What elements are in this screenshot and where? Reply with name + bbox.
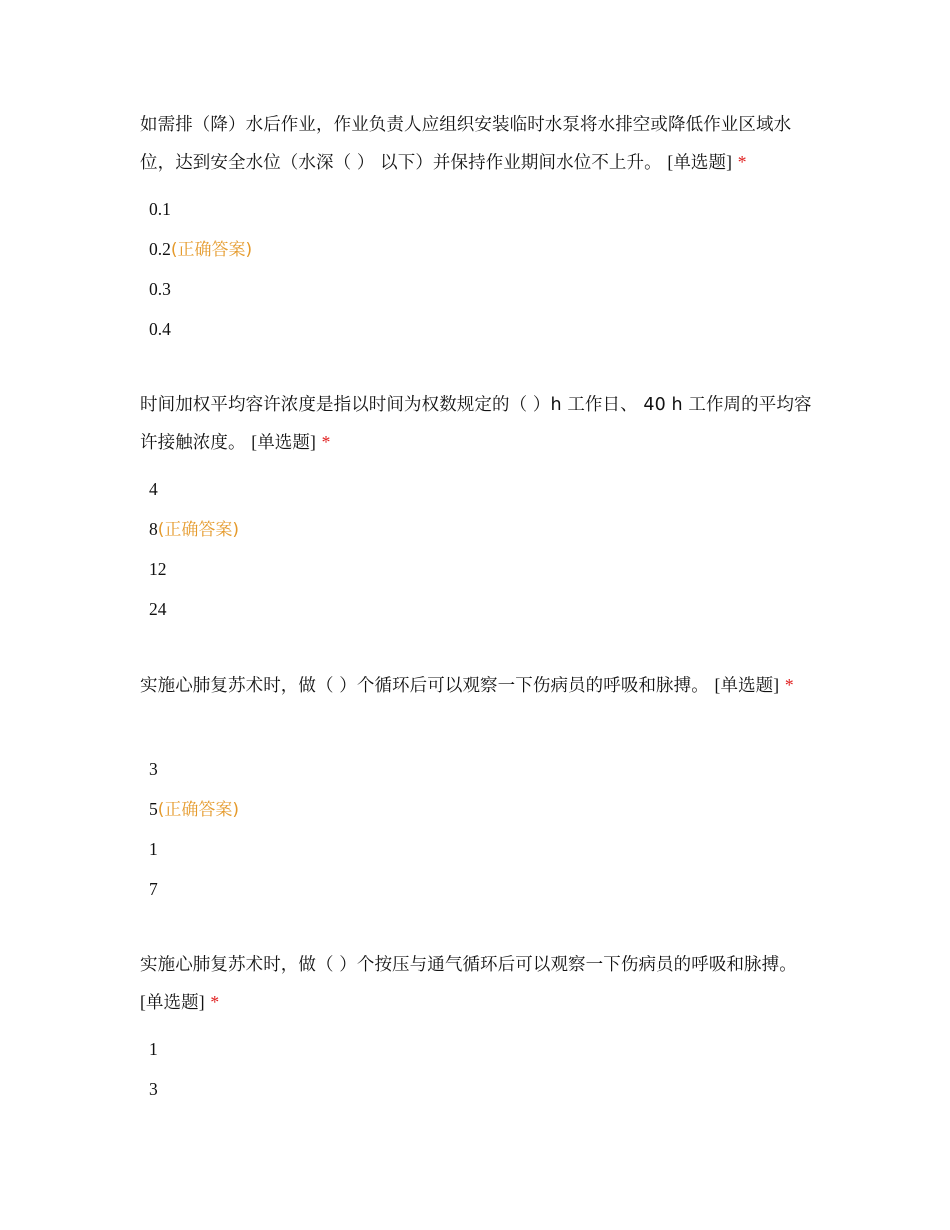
question-3-required-mark: * — [784, 675, 794, 695]
option-label: 4 — [149, 479, 158, 499]
question-1-type-tag: [单选题] — [667, 152, 733, 172]
question-2-option-3[interactable] — [149, 557, 167, 581]
option-label: 1 — [149, 839, 158, 859]
question-3 — [140, 667, 820, 705]
question-1-required-mark: * — [737, 152, 747, 172]
option-label: 0.4 — [149, 319, 171, 339]
question-2-type-tag: [单选题] — [251, 432, 316, 452]
option-label: 12 — [149, 559, 167, 579]
question-2-text: 时间加权平均容许浓度是指以时间为权数规定的（ ）h 工作日、 40 h 工作周的平均容许接触浓度。 — [140, 395, 812, 453]
question-1-text-line — [140, 107, 820, 182]
question-3-option-4[interactable] — [149, 877, 158, 901]
option-label: 8 — [149, 519, 158, 539]
question-3-option-3[interactable] — [149, 837, 158, 861]
option-label: 0.2 — [149, 239, 171, 259]
question-2 — [140, 387, 820, 462]
question-2-required-mark: * — [321, 432, 331, 452]
question-2-option-1[interactable] — [149, 477, 158, 501]
question-1 — [140, 107, 820, 182]
question-4-text-line — [140, 947, 820, 1022]
question-4 — [140, 947, 820, 1022]
question-1-option-4[interactable] — [149, 317, 171, 341]
option-label: 7 — [149, 879, 158, 899]
question-2-option-2[interactable] — [149, 517, 239, 541]
option-label: 1 — [149, 1039, 158, 1059]
question-3-text: 实施心肺复苏术时，做（ ）个循环后可以观察一下伤病员的呼吸和脉搏。 — [140, 676, 709, 696]
question-3-option-1[interactable] — [149, 757, 158, 781]
question-1-text: 如需排（降）水后作业，作业负责人应组织安装临时水泵将水排空或降低作业区域水位，达到安全水位（水深（ ） 以下）并保持作业期间水位不上升。 — [140, 115, 792, 173]
question-3-option-2[interactable] — [149, 797, 239, 821]
option-label: 0.1 — [149, 199, 171, 219]
option-label: 24 — [149, 599, 167, 619]
question-3-type-tag: [单选题] — [714, 675, 780, 695]
question-2-text-line — [140, 387, 820, 462]
question-1-option-3[interactable] — [149, 277, 171, 301]
question-4-option-1[interactable] — [149, 1037, 158, 1061]
option-label: 5 — [149, 799, 158, 819]
question-4-text: 实施心肺复苏术时，做（ ）个按压与通气循环后可以观察一下伤病员的呼吸和脉搏。 — [140, 955, 797, 975]
correct-answer-note: (正确答案) — [157, 520, 240, 540]
option-label: 3 — [149, 1079, 158, 1099]
question-2-option-4[interactable] — [149, 597, 167, 621]
question-1-option-1[interactable] — [149, 197, 171, 221]
question-1-option-2[interactable] — [149, 237, 252, 261]
option-label: 3 — [149, 759, 158, 779]
correct-answer-note: (正确答案) — [157, 800, 240, 820]
question-4-option-2[interactable] — [149, 1077, 158, 1101]
question-4-type-tag: [单选题] — [140, 992, 205, 1012]
correct-answer-note: (正确答案) — [170, 240, 253, 260]
question-3-text-line — [140, 667, 820, 705]
question-4-required-mark: * — [210, 992, 220, 1012]
option-label: 0.3 — [149, 279, 171, 299]
